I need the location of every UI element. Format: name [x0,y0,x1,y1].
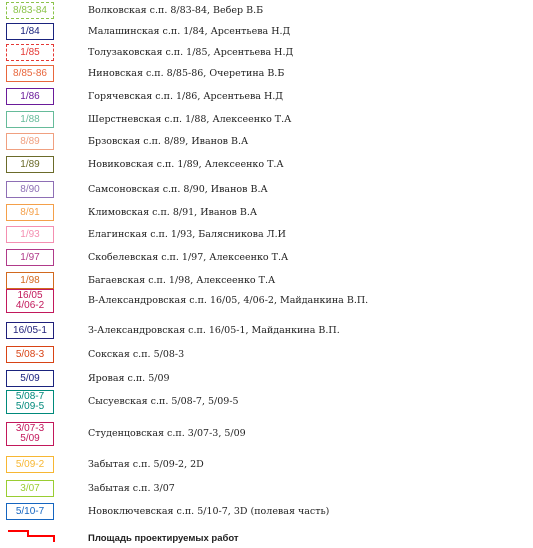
swatch-code: 5/09-5 [15,401,45,412]
legend-label: Волковская с.п. 8/83-84, Вебер В.Б [88,5,264,16]
boundary-label: Площадь проектируемых работ [88,533,239,544]
legend-swatch [6,370,54,387]
swatch-code: 5/09-2 [15,458,45,470]
legend-swatch [6,503,54,520]
legend-row [0,346,533,366]
legend-label: Брзовская с.п. 8/89, Иванов В.А [88,136,249,147]
legend-label: Елагинская с.п. 1/93, Балясникова Л.И [88,229,286,240]
legend-label: Толузаковская с.п. 1/85, Арсентьева Н.Д [88,47,294,58]
legend-swatch [6,65,54,82]
swatch-code: 8/83-84 [13,4,47,16]
legend-swatch [6,322,54,339]
swatch-code: 3/07-3 [15,423,45,434]
swatch-code: 5/08-3 [15,348,45,360]
legend-row [0,133,533,153]
legend-label: Шерстневская с.п. 1/88, Алексеенко Т.А [88,114,292,125]
legend-label: Новиковская с.п. 1/89, Алексеенко Т.А [88,159,284,170]
legend-swatch [6,204,54,221]
legend-label: Сысуевская с.п. 5/08-7, 5/09-5 [88,396,239,407]
legend-label: В-Александровская с.п. 16/05, 4/06-2, Майданкина В.П. [88,295,369,306]
swatch-code: 8/91 [20,206,40,218]
swatch-code: 1/89 [20,158,40,170]
swatch-code: 5/08-7 [15,391,45,402]
legend-swatch [6,2,54,19]
legend-swatch [6,156,54,173]
legend-swatch [6,346,54,363]
legend-label: Забытая с.п. 5/09-2, 2D [88,459,204,470]
legend-label: Климовская с.п. 8/91, Иванов В.А [88,207,258,218]
legend-label: З-Александровская с.п. 16/05-1, Майданкина В.П. [88,325,340,336]
legend-swatch [6,422,54,446]
swatch-code: 1/98 [20,274,40,286]
legend-swatch [6,249,54,266]
legend-swatch [6,44,54,61]
legend-row [0,456,533,476]
legend-row [0,181,533,201]
legend-swatch [6,272,54,289]
swatch-code: 16/05 [17,290,43,301]
legend-row [0,44,533,64]
swatch-code: 8/90 [20,183,40,195]
legend-swatch [6,181,54,198]
legend-row [0,393,533,413]
legend-row [0,226,533,246]
swatch-code: 4/06-2 [15,300,45,311]
legend-row [0,272,533,292]
legend-swatch [6,480,54,497]
legend-row [0,370,533,390]
legend-label: Скобелевская с.п. 1/97, Алексеенко Т.А [88,252,289,263]
legend-row [0,480,533,500]
legend-label: Забытая с.п. 3/07 [88,483,175,494]
legend-row [0,88,533,108]
swatch-code: 1/86 [20,90,40,102]
legend-row [0,503,533,523]
legend-label: Новоключевская с.п. 5/10-7, 3D (полевая часть) [88,506,330,517]
swatch-code: 1/88 [20,113,40,125]
swatch-code: 1/93 [20,228,40,240]
legend-label: Горячевская с.п. 1/86, Арсентьева Н.Д [88,91,284,102]
legend-swatch [6,456,54,473]
legend-row [0,2,533,22]
boundary-line [8,531,54,542]
swatch-code: 5/09 [20,433,40,444]
legend-label: Малашинская с.п. 1/84, Арсентьева Н.Д [88,26,291,37]
project-boundary-symbol [6,528,56,544]
swatch-code: 3/07 [20,482,40,494]
swatch-code: 1/84 [20,25,40,37]
legend-row [0,322,533,342]
legend-row-boundary [0,528,533,548]
swatch-code: 8/89 [20,135,40,147]
legend-row [0,292,533,312]
swatch-code: 5/09 [20,372,40,384]
legend-swatch [6,226,54,243]
legend-label: Яровая с.п. 5/09 [88,373,170,384]
legend-row [0,23,533,43]
swatch-code: 16/05-1 [13,324,47,336]
legend-row [0,111,533,131]
legend-label: Сокская с.п. 5/08-3 [88,349,185,360]
legend-swatch [6,23,54,40]
legend-swatch [6,133,54,150]
legend-row [0,249,533,269]
legend-label: Багаевская с.п. 1/98, Алексеенко Т.А [88,275,276,286]
legend-row [0,425,533,445]
legend-swatch [6,88,54,105]
legend-swatch [6,289,54,313]
legend-row [0,65,533,85]
legend-row [0,204,533,224]
swatch-code: 1/85 [20,46,40,58]
swatch-code: 5/10-7 [15,505,45,517]
legend-label: Студенцовская с.п. 3/07-3, 5/09 [88,428,246,439]
legend-row [0,156,533,176]
swatch-code: 1/97 [20,251,40,263]
legend-label: Ниновская с.п. 8/85-86, Очеретина В.Б [88,68,285,79]
swatch-code: 8/85-86 [13,67,47,79]
legend-label: Самсоновская с.п. 8/90, Иванов В.А [88,184,268,195]
legend-swatch [6,111,54,128]
legend-swatch [6,390,54,414]
